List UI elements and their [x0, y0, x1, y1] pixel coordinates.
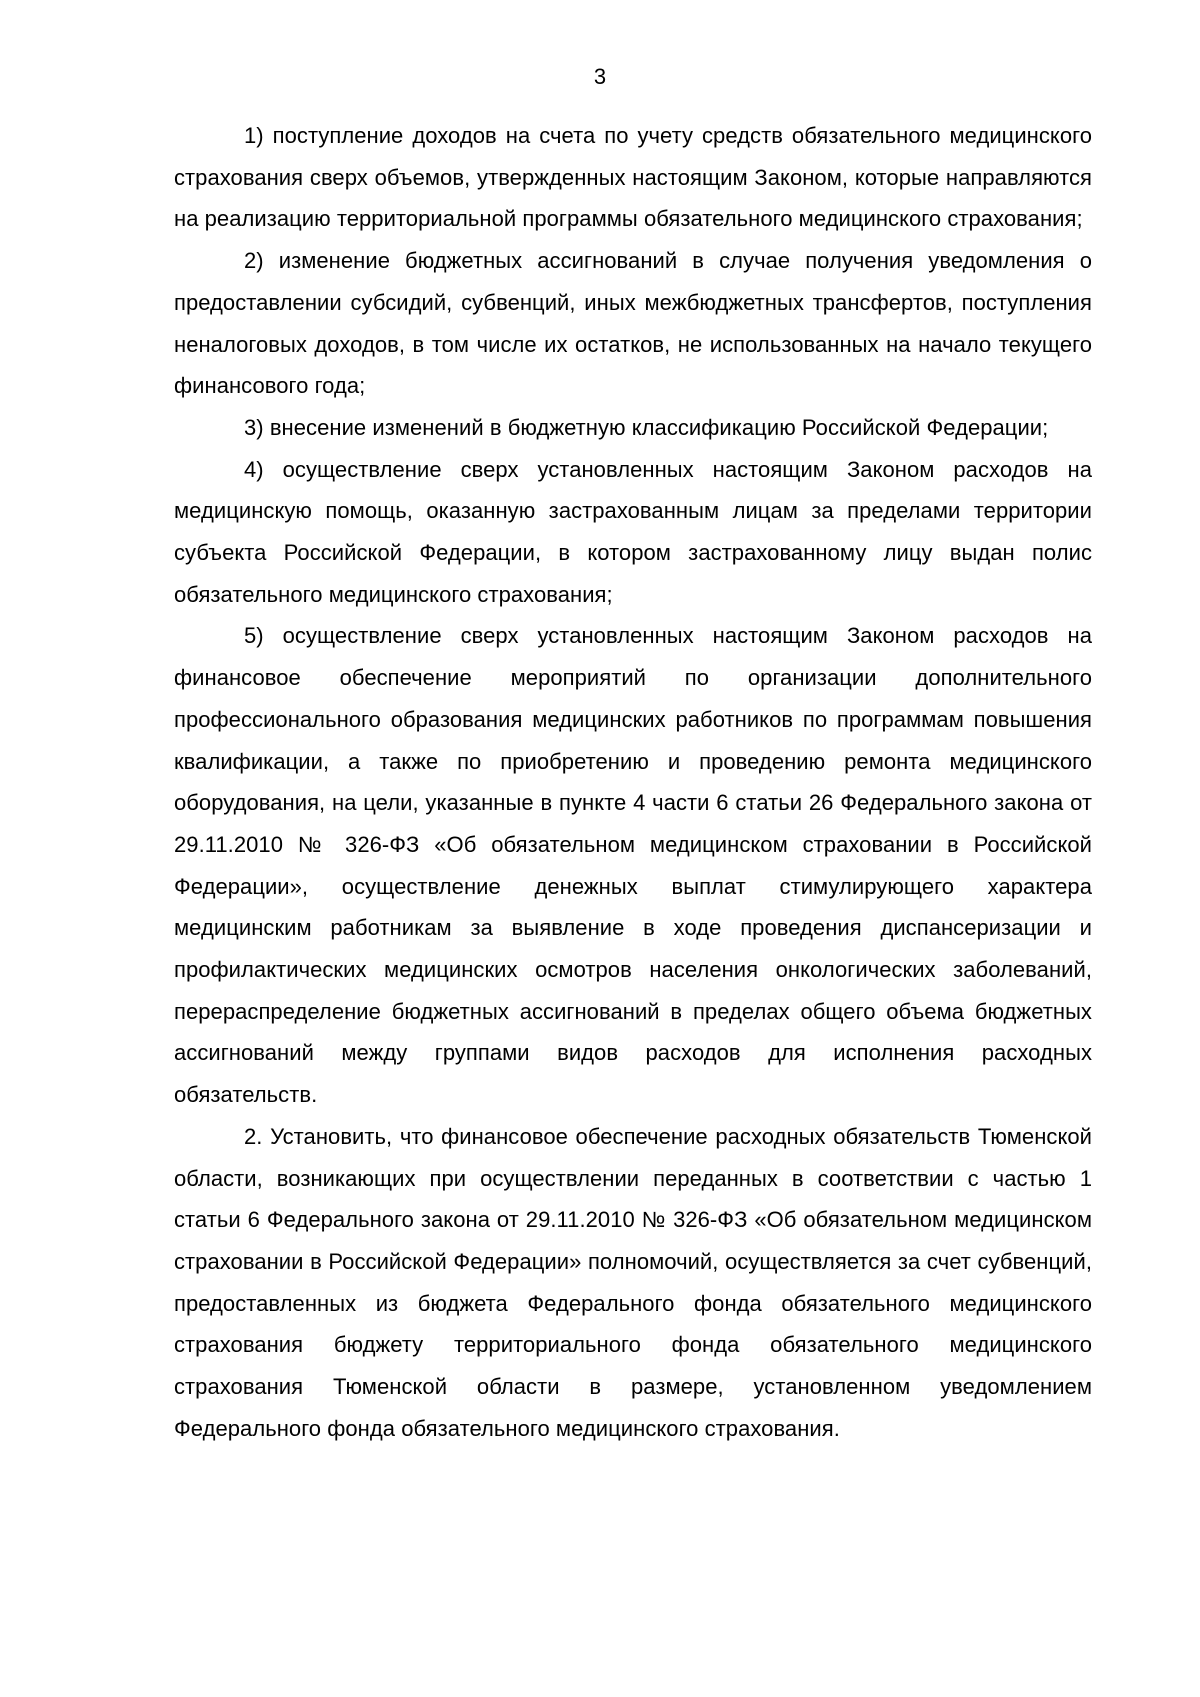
paragraph-section-2: 2. Установить, что финансовое обеспечение расходных обязательств Тюменской области, возникающих при осуществлении переданных в соответствии с частью 1 статьи 6 Федерального закона от 29.11.2010 № 326-ФЗ «Об обязательном медицинском страховании в Российской Федерации» полномочий, осуществляется за счет субвенций, предоставленных из бюджета Федерального фонда обязательного медицинского страхования бюджету территориального фонда обязательного медицинского страхования Тюменской области в размере, установленном уведомлением Федерального фонда обязательного медицинского страхования.	[174, 1123, 1092, 1441]
paragraph-item-5: 5) осуществление сверх установленных настоящим Законом расходов на финансовое обеспечение мероприятий по организации дополнительного профессионального образования медицинских работников по программам повышения квалификации, а также по приобретению и проведению ремонта медицинского оборудования, на цели, указанные в пункте 4 части 6 статьи 26 Федерального закона от 29.11.2010 № 326-ФЗ «Об обязательном медицинском страховании в Российской Федерации», осуществление денежных выплат стимулирующего характера медицинским работникам за выявление в ходе проведения диспансеризации и профилактических медицинских осмотров населения онкологических заболеваний, перераспределение бюджетных ассигнований в пределах общего объема бюджетных ассигнований между группами видов расходов для исполнения расходных обязательств.	[174, 623, 1092, 1108]
paragraph-item-3: 3) внесение изменений в бюджетную классификацию Российской Федерации;	[244, 414, 1049, 440]
paragraph-item-1: 1) поступление доходов на счета по учету средств обязательного медицинского страхования сверх объемов, утвержденных настоящим Законом, которые направляются на реализацию территориальной программы обязательного медицинского страхования;	[174, 123, 1092, 232]
paragraph-item-4: 4) осуществление сверх установленных настоящим Законом расходов на медицинскую помощь, оказанную застрахованным лицам за пределами территории субъекта Российской Федерации, в котором застрахованному лицу выдан полис обязательного медицинского страхования;	[174, 456, 1092, 607]
document-body	[174, 115, 1092, 1450]
page-number: 3	[593, 64, 607, 89]
paragraph-item-2: 2) изменение бюджетных ассигнований в случае получения уведомления о предоставлении субсидий, субвенций, иных межбюджетных трансфертов, поступления неналоговых доходов, в том числе их остатков, не использованных на начало текущего финансового года;	[174, 248, 1092, 399]
